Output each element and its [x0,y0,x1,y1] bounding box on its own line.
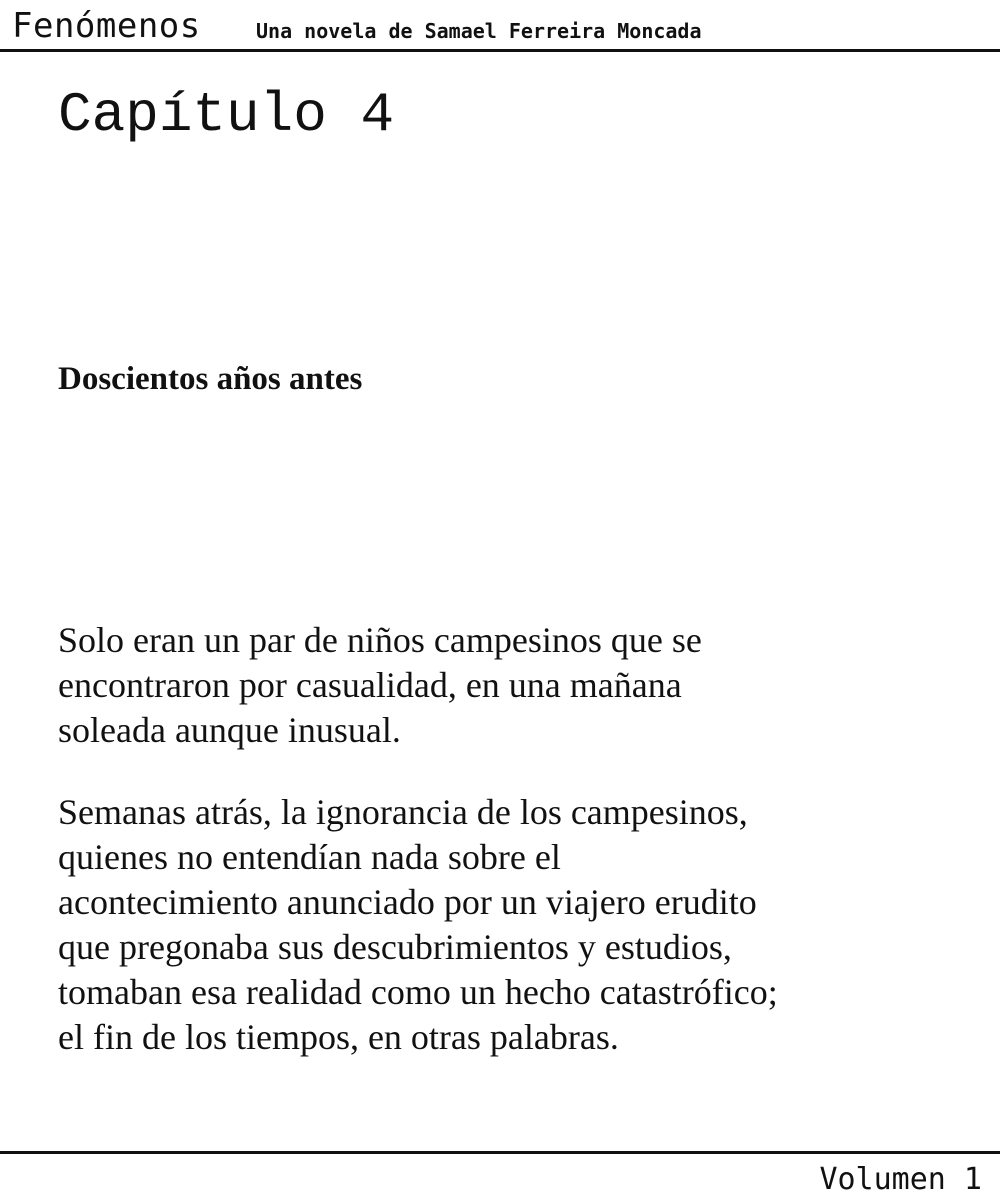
book-subtitle: Una novela de Samael Ferreira Moncada [256,19,702,43]
section-heading: Doscientos años antes [58,361,363,397]
paragraph-2 [58,790,958,1060]
paragraph-line: que pregonaba sus descubrimientos y estudios, [58,927,732,967]
page-header [0,0,1000,52]
volume-label: Volumen 1 [819,1162,982,1197]
paragraph-line: acontecimiento anunciado por un viajero erudito [58,882,757,922]
book-title: Fenómenos [12,6,201,46]
page-footer [0,1151,1000,1200]
paragraph-line: quienes no entendían nada sobre el [58,837,561,877]
paragraph-line: Semanas atrás, la ignorancia de los campesinos, [58,792,748,832]
chapter-body [58,618,958,1097]
paragraph-line: soleada aunque inusual. [58,710,401,750]
paragraph-line: tomaban esa realidad como un hecho catastrófico; [58,972,778,1012]
paragraph-line: encontraron por casualidad, en una mañana [58,665,682,705]
paragraph-line: Solo eran un par de niños campesinos que se [58,620,702,660]
chapter-title: Capítulo 4 [58,83,395,147]
paragraph-1 [58,618,958,753]
paragraph-line: el fin de los tiempos, en otras palabras. [58,1017,619,1057]
